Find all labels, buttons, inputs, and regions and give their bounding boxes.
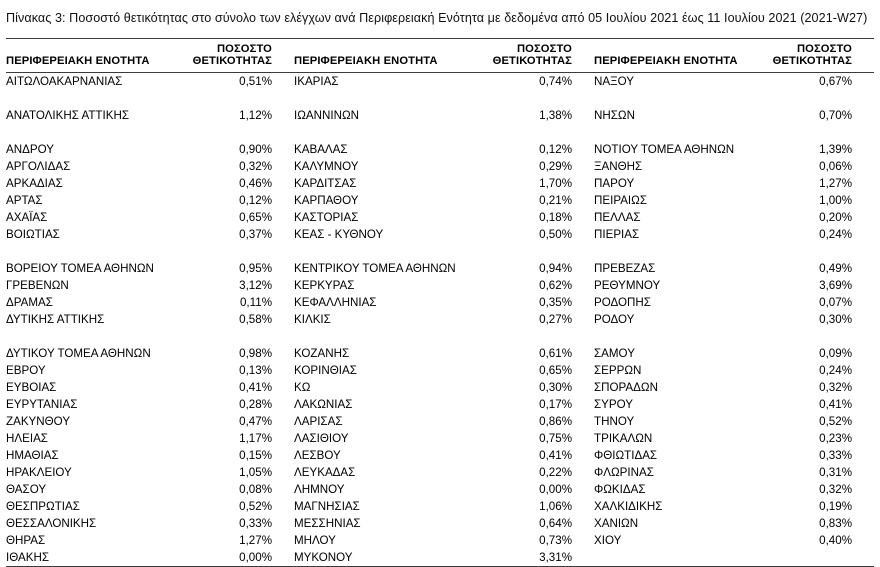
- spacer-cell: [6, 243, 174, 260]
- regional-unit-cell: ΑΡΤΑΣ: [6, 194, 43, 207]
- positivity-value-cell: 0,94%: [539, 262, 572, 275]
- positivity-value-cell: 0,41%: [819, 398, 852, 411]
- positivity-value-cell: 0,20%: [819, 211, 852, 224]
- regional-unit-cell: ΚΕΦΑΛΛΗΝΙΑΣ: [294, 296, 377, 309]
- table-caption-text: Ποσοστό θετικότητας στο σύνολο των ελέγχων ανά Περιφερειακή Ενότητα με δεδομένα από 05 Ιουλίου 2021 έως 11 Ιουλίου 2021 (2021-W27): [69, 11, 868, 25]
- table-row: [6, 515, 874, 532]
- table-row: [6, 498, 874, 515]
- regional-unit-cell: ΜΗΛΟΥ: [294, 534, 336, 547]
- positivity-value-cell: 0,58%: [239, 313, 272, 326]
- positivity-value-cell: 0,29%: [539, 160, 572, 173]
- spacer-cell: [754, 124, 874, 141]
- table-row: [6, 107, 874, 124]
- positivity-table-container: [6, 38, 874, 567]
- spacer-cell: [754, 90, 874, 107]
- regional-unit-cell: ΦΛΩΡΙΝΑΣ: [594, 466, 654, 479]
- regional-unit-cell: ΞΑΝΘΗΣ: [594, 160, 643, 173]
- positivity-value-cell: 0,47%: [239, 415, 272, 428]
- positivity-value-cell: 0,19%: [819, 500, 852, 513]
- regional-unit-cell: ΚΑΣΤΟΡΙΑΣ: [294, 211, 359, 224]
- table-row: [6, 362, 874, 379]
- table-spacer-row: [6, 124, 874, 141]
- positivity-value-cell: 0,07%: [819, 296, 852, 309]
- table-row: [6, 260, 874, 277]
- regional-unit-cell: ΑΡΓΟΛΙΔΑΣ: [6, 160, 71, 173]
- spacer-cell: [594, 90, 754, 107]
- positivity-value-cell: 0,33%: [239, 517, 272, 530]
- regional-unit-cell: ΧΑΝΙΩΝ: [594, 517, 639, 530]
- regional-unit-cell: ΘΑΣΟΥ: [6, 483, 47, 496]
- regional-unit-cell: ΛΑΚΩΝΙΑΣ: [294, 398, 353, 411]
- positivity-value-cell: 0,67%: [819, 75, 852, 88]
- positivity-value-cell: 0,46%: [239, 177, 272, 190]
- column-header-positivity-1: ΠΟΣΟΣΤΟ ΘΕΤΙΚΟΤΗΤΑΣ: [174, 39, 294, 73]
- positivity-value-cell: 0,49%: [819, 262, 852, 275]
- positivity-value-cell: 1,17%: [239, 432, 272, 445]
- table-row: [6, 192, 874, 209]
- positivity-value-cell: 1,70%: [539, 177, 572, 190]
- regional-unit-cell: ΣΠΟΡΑΔΩΝ: [594, 381, 658, 394]
- regional-unit-cell: ΙΘΑΚΗΣ: [6, 549, 174, 567]
- column-header-regional-unit-1: ΠΕΡΙΦΕΡΕΙΑΚΗ ΕΝΟΤΗΤΑ: [6, 39, 174, 73]
- regional-unit-cell: ΦΘΙΩΤΙΔΑΣ: [594, 449, 658, 462]
- positivity-value-cell: 0,37%: [239, 228, 272, 241]
- table-row: [6, 464, 874, 481]
- spacer-cell: [174, 243, 294, 260]
- table-row: [6, 175, 874, 192]
- spacer-cell: [6, 328, 174, 345]
- regional-unit-cell: ΤΗΝΟΥ: [594, 415, 635, 428]
- positivity-value-cell: [754, 549, 874, 567]
- regional-unit-cell: ΚΩ: [294, 381, 311, 394]
- regional-unit-cell: ΑΧΑΪΑΣ: [6, 211, 48, 224]
- positivity-value-cell: 1,00%: [819, 194, 852, 207]
- positivity-value-cell: 1,05%: [239, 466, 272, 479]
- regional-unit-cell: ΜΥΚΟΝΟΥ: [294, 549, 474, 567]
- regional-unit-cell: ΧΙΟΥ: [594, 534, 622, 547]
- regional-unit-cell: ΚΑΛΥΜΝΟΥ: [294, 160, 359, 173]
- spacer-cell: [594, 243, 754, 260]
- positivity-value-cell: 0,33%: [819, 449, 852, 462]
- regional-unit-cell: ΑΡΚΑΔΙΑΣ: [6, 177, 63, 190]
- spacer-cell: [294, 124, 474, 141]
- regional-unit-cell: ΛΗΜΝΟΥ: [294, 483, 345, 496]
- regional-unit-cell: ΕΥΡΥΤΑΝΙΑΣ: [6, 398, 78, 411]
- spacer-cell: [294, 90, 474, 107]
- regional-unit-cell: ΡΟΔΟΥ: [594, 313, 635, 326]
- regional-unit-cell: ΛΕΥΚΑΔΑΣ: [294, 466, 356, 479]
- regional-unit-cell: ΘΗΡΑΣ: [6, 534, 46, 547]
- table-row: [6, 413, 874, 430]
- regional-unit-cell: ΕΒΡΟΥ: [6, 364, 46, 377]
- table-caption: [6, 0, 872, 28]
- positivity-value-cell: 0,15%: [239, 449, 272, 462]
- table-row: [6, 226, 874, 243]
- regional-unit-cell: ΒΟΙΩΤΙΑΣ: [6, 228, 60, 241]
- regional-unit-cell: ΚΙΛΚΙΣ: [294, 313, 331, 326]
- positivity-value-cell: 0,52%: [819, 415, 852, 428]
- regional-unit-cell: ΡΟΔΟΠΗΣ: [594, 296, 651, 309]
- regional-unit-cell: ΝΗΣΩΝ: [594, 109, 635, 122]
- positivity-value-cell: 0,00%: [539, 483, 572, 496]
- spacer-cell: [174, 90, 294, 107]
- regional-unit-cell: ΚΑΡΠΑΘΟΥ: [294, 194, 359, 207]
- table-header-row: [6, 39, 874, 73]
- regional-unit-cell: ΜΑΓΝΗΣΙΑΣ: [294, 500, 360, 513]
- table-caption-label: Πίνακας 3:: [6, 11, 66, 25]
- table-row: [6, 532, 874, 549]
- positivity-value-cell: 0,62%: [539, 279, 572, 292]
- positivity-value-cell: 1,39%: [819, 143, 852, 156]
- positivity-value-cell: 0,65%: [239, 211, 272, 224]
- regional-unit-cell: ΗΡΑΚΛΕΙΟΥ: [6, 466, 72, 479]
- positivity-value-cell: 0,50%: [539, 228, 572, 241]
- table-spacer-row: [6, 90, 874, 107]
- spacer-cell: [174, 124, 294, 141]
- positivity-value-cell: 3,12%: [239, 279, 272, 292]
- table-header: [6, 39, 874, 73]
- table-row: [6, 447, 874, 464]
- regional-unit-cell: ΘΕΣΠΡΩΤΙΑΣ: [6, 500, 80, 513]
- regional-unit-cell: ΚΑΡΔΙΤΣΑΣ: [294, 177, 357, 190]
- regional-unit-cell: ΔΥΤΙΚΟΥ ΤΟΜΕΑ ΑΘΗΝΩΝ: [6, 347, 151, 360]
- positivity-value-cell: 0,12%: [239, 194, 272, 207]
- positivity-value-cell: 0,98%: [239, 347, 272, 360]
- positivity-value-cell: 0,12%: [539, 143, 572, 156]
- column-header-regional-unit-2: ΠΕΡΙΦΕΡΕΙΑΚΗ ΕΝΟΤΗΤΑ: [294, 39, 474, 73]
- regional-unit-cell: ΕΥΒΟΙΑΣ: [6, 381, 57, 394]
- regional-unit-cell: ΑΝΔΡΟΥ: [6, 143, 54, 156]
- regional-unit-cell: ΠΕΙΡΑΙΩΣ: [594, 194, 647, 207]
- table-row: [6, 158, 874, 175]
- regional-unit-cell: ΝΑΞΟΥ: [594, 75, 635, 88]
- regional-unit-cell: ΚΟΡΙΝΘΙΑΣ: [294, 364, 357, 377]
- spacer-cell: [6, 124, 174, 141]
- regional-unit-cell: ΚΕΡΚΥΡΑΣ: [294, 279, 355, 292]
- regional-unit-cell: [594, 549, 754, 567]
- table-row: [6, 396, 874, 413]
- table-row: [6, 379, 874, 396]
- regional-unit-cell: ΡΕΘΥΜΝΟΥ: [594, 279, 661, 292]
- spacer-cell: [474, 328, 594, 345]
- spacer-cell: [754, 328, 874, 345]
- table-row: [6, 345, 874, 362]
- positivity-value-cell: 0,74%: [539, 75, 572, 88]
- positivity-value-cell: 1,27%: [239, 534, 272, 547]
- regional-unit-cell: ΜΕΣΣΗΝΙΑΣ: [294, 517, 361, 530]
- table-spacer-row: [6, 328, 874, 345]
- positivity-value-cell: 0,90%: [239, 143, 272, 156]
- regional-unit-cell: ΧΑΛΚΙΔΙΚΗΣ: [594, 500, 663, 513]
- column-header-positivity-3: ΠΟΣΟΣΤΟ ΘΕΤΙΚΟΤΗΤΑΣ: [754, 39, 874, 73]
- table-row: [6, 209, 874, 226]
- positivity-value-cell: 0,21%: [539, 194, 572, 207]
- positivity-value-cell: 0,32%: [819, 483, 852, 496]
- regional-unit-cell: ΙΚΑΡΙΑΣ: [294, 75, 339, 88]
- regional-unit-cell: ΓΡΕΒΕΝΩΝ: [6, 279, 69, 292]
- positivity-value-cell: 0,30%: [819, 313, 852, 326]
- spacer-cell: [594, 124, 754, 141]
- positivity-value-cell: 0,75%: [539, 432, 572, 445]
- positivity-value-cell: 0,70%: [819, 109, 852, 122]
- regional-unit-cell: ΑΝΑΤΟΛΙΚΗΣ ΑΤΤΙΚΗΣ: [6, 109, 130, 122]
- regional-unit-cell: ΘΕΣΣΑΛΟΝΙΚΗΣ: [6, 517, 97, 530]
- positivity-value-cell: 0,08%: [239, 483, 272, 496]
- positivity-value-cell: 0,35%: [539, 296, 572, 309]
- positivity-value-cell: 0,61%: [539, 347, 572, 360]
- spacer-cell: [474, 124, 594, 141]
- positivity-value-cell: 0,52%: [239, 500, 272, 513]
- column-header-positivity-2: ΠΟΣΟΣΤΟ ΘΕΤΙΚΟΤΗΤΑΣ: [474, 39, 594, 73]
- regional-unit-cell: ΒΟΡΕΙΟΥ ΤΟΜΕΑ ΑΘΗΝΩΝ: [6, 262, 154, 275]
- positivity-value-cell: 0,22%: [539, 466, 572, 479]
- regional-unit-cell: ΗΜΑΘΙΑΣ: [6, 449, 59, 462]
- positivity-value-cell: 0,83%: [819, 517, 852, 530]
- regional-unit-cell: ΠΡΕΒΕΖΑΣ: [594, 262, 656, 275]
- positivity-value-cell: 0,18%: [539, 211, 572, 224]
- positivity-value-cell: 0,32%: [819, 381, 852, 394]
- regional-unit-cell: ΣΥΡΟΥ: [594, 398, 634, 411]
- regional-unit-cell: ΝΟΤΙΟΥ ΤΟΜΕΑ ΑΘΗΝΩΝ: [594, 143, 735, 156]
- positivity-value-cell: 0,24%: [819, 228, 852, 241]
- spacer-cell: [754, 243, 874, 260]
- table-row: [6, 481, 874, 498]
- positivity-value-cell: 0,00%: [174, 549, 294, 567]
- positivity-value-cell: 0,17%: [539, 398, 572, 411]
- positivity-value-cell: 0,23%: [819, 432, 852, 445]
- spacer-cell: [474, 243, 594, 260]
- table-spacer-row: [6, 243, 874, 260]
- regional-unit-cell: ΚΕΝΤΡΙΚΟΥ ΤΟΜΕΑ ΑΘΗΝΩΝ: [294, 262, 456, 275]
- positivity-value-cell: 0,73%: [539, 534, 572, 547]
- regional-unit-cell: ΚΑΒΑΛΑΣ: [294, 143, 348, 156]
- table-row: [6, 430, 874, 447]
- positivity-value-cell: 0,28%: [239, 398, 272, 411]
- positivity-value-cell: 0,86%: [539, 415, 572, 428]
- regional-unit-cell: ΠΑΡΟΥ: [594, 177, 635, 190]
- table-row: [6, 294, 874, 311]
- positivity-value-cell: 1,12%: [239, 109, 272, 122]
- positivity-value-cell: 0,06%: [819, 160, 852, 173]
- regional-unit-cell: ΙΩΑΝΝΙΝΩΝ: [294, 109, 359, 122]
- positivity-value-cell: 0,51%: [239, 75, 272, 88]
- regional-unit-cell: ΣΑΜΟΥ: [594, 347, 635, 360]
- positivity-value-cell: 0,09%: [819, 347, 852, 360]
- regional-unit-cell: ΔΡΑΜΑΣ: [6, 296, 53, 309]
- regional-unit-cell: ΚΟΖΑΝΗΣ: [294, 347, 350, 360]
- positivity-value-cell: 0,13%: [239, 364, 272, 377]
- positivity-value-cell: 0,95%: [239, 262, 272, 275]
- positivity-rate-table: [6, 38, 874, 567]
- table-row: [6, 277, 874, 294]
- spacer-cell: [594, 328, 754, 345]
- positivity-value-cell: 1,38%: [539, 109, 572, 122]
- spacer-cell: [294, 243, 474, 260]
- spacer-cell: [294, 328, 474, 345]
- positivity-value-cell: 0,24%: [819, 364, 852, 377]
- positivity-value-cell: 3,69%: [819, 279, 852, 292]
- regional-unit-cell: ΗΛΕΙΑΣ: [6, 432, 48, 445]
- positivity-value-cell: 3,31%: [474, 549, 594, 567]
- regional-unit-cell: ΔΥΤΙΚΗΣ ΑΤΤΙΚΗΣ: [6, 313, 105, 326]
- regional-unit-cell: ΣΕΡΡΩΝ: [594, 364, 642, 377]
- table-body: [6, 73, 874, 567]
- positivity-value-cell: 1,27%: [819, 177, 852, 190]
- column-header-regional-unit-3: ΠΕΡΙΦΕΡΕΙΑΚΗ ΕΝΟΤΗΤΑ: [594, 39, 754, 73]
- regional-unit-cell: ΦΩΚΙΔΑΣ: [594, 483, 646, 496]
- positivity-value-cell: 0,41%: [539, 449, 572, 462]
- table-row: [6, 549, 874, 567]
- regional-unit-cell: ΠΙΕΡΙΑΣ: [594, 228, 640, 241]
- regional-unit-cell: ΤΡΙΚΑΛΩΝ: [594, 432, 653, 445]
- positivity-value-cell: 0,41%: [239, 381, 272, 394]
- spacer-cell: [474, 90, 594, 107]
- table-row: [6, 141, 874, 158]
- regional-unit-cell: ΛΑΡΙΣΑΣ: [294, 415, 343, 428]
- positivity-value-cell: 0,31%: [819, 466, 852, 479]
- table-row: [6, 73, 874, 91]
- positivity-value-cell: 0,64%: [539, 517, 572, 530]
- positivity-value-cell: 1,06%: [539, 500, 572, 513]
- positivity-value-cell: 0,40%: [819, 534, 852, 547]
- spacer-cell: [6, 90, 174, 107]
- positivity-value-cell: 0,65%: [539, 364, 572, 377]
- table-row: [6, 311, 874, 328]
- regional-unit-cell: ΑΙΤΩΛΟΑΚΑΡΝΑΝΙΑΣ: [6, 75, 123, 88]
- positivity-value-cell: 0,11%: [239, 296, 272, 309]
- spacer-cell: [174, 328, 294, 345]
- regional-unit-cell: ΖΑΚΥΝΘΟΥ: [6, 415, 71, 428]
- positivity-value-cell: 0,27%: [539, 313, 572, 326]
- regional-unit-cell: ΛΕΣΒΟΥ: [294, 449, 341, 462]
- positivity-value-cell: 0,30%: [539, 381, 572, 394]
- regional-unit-cell: ΠΕΛΛΑΣ: [594, 211, 641, 224]
- regional-unit-cell: ΚΕΑΣ - ΚΥΘΝΟΥ: [294, 228, 384, 241]
- regional-unit-cell: ΛΑΣΙΘΙΟΥ: [294, 432, 349, 445]
- positivity-value-cell: 0,32%: [239, 160, 272, 173]
